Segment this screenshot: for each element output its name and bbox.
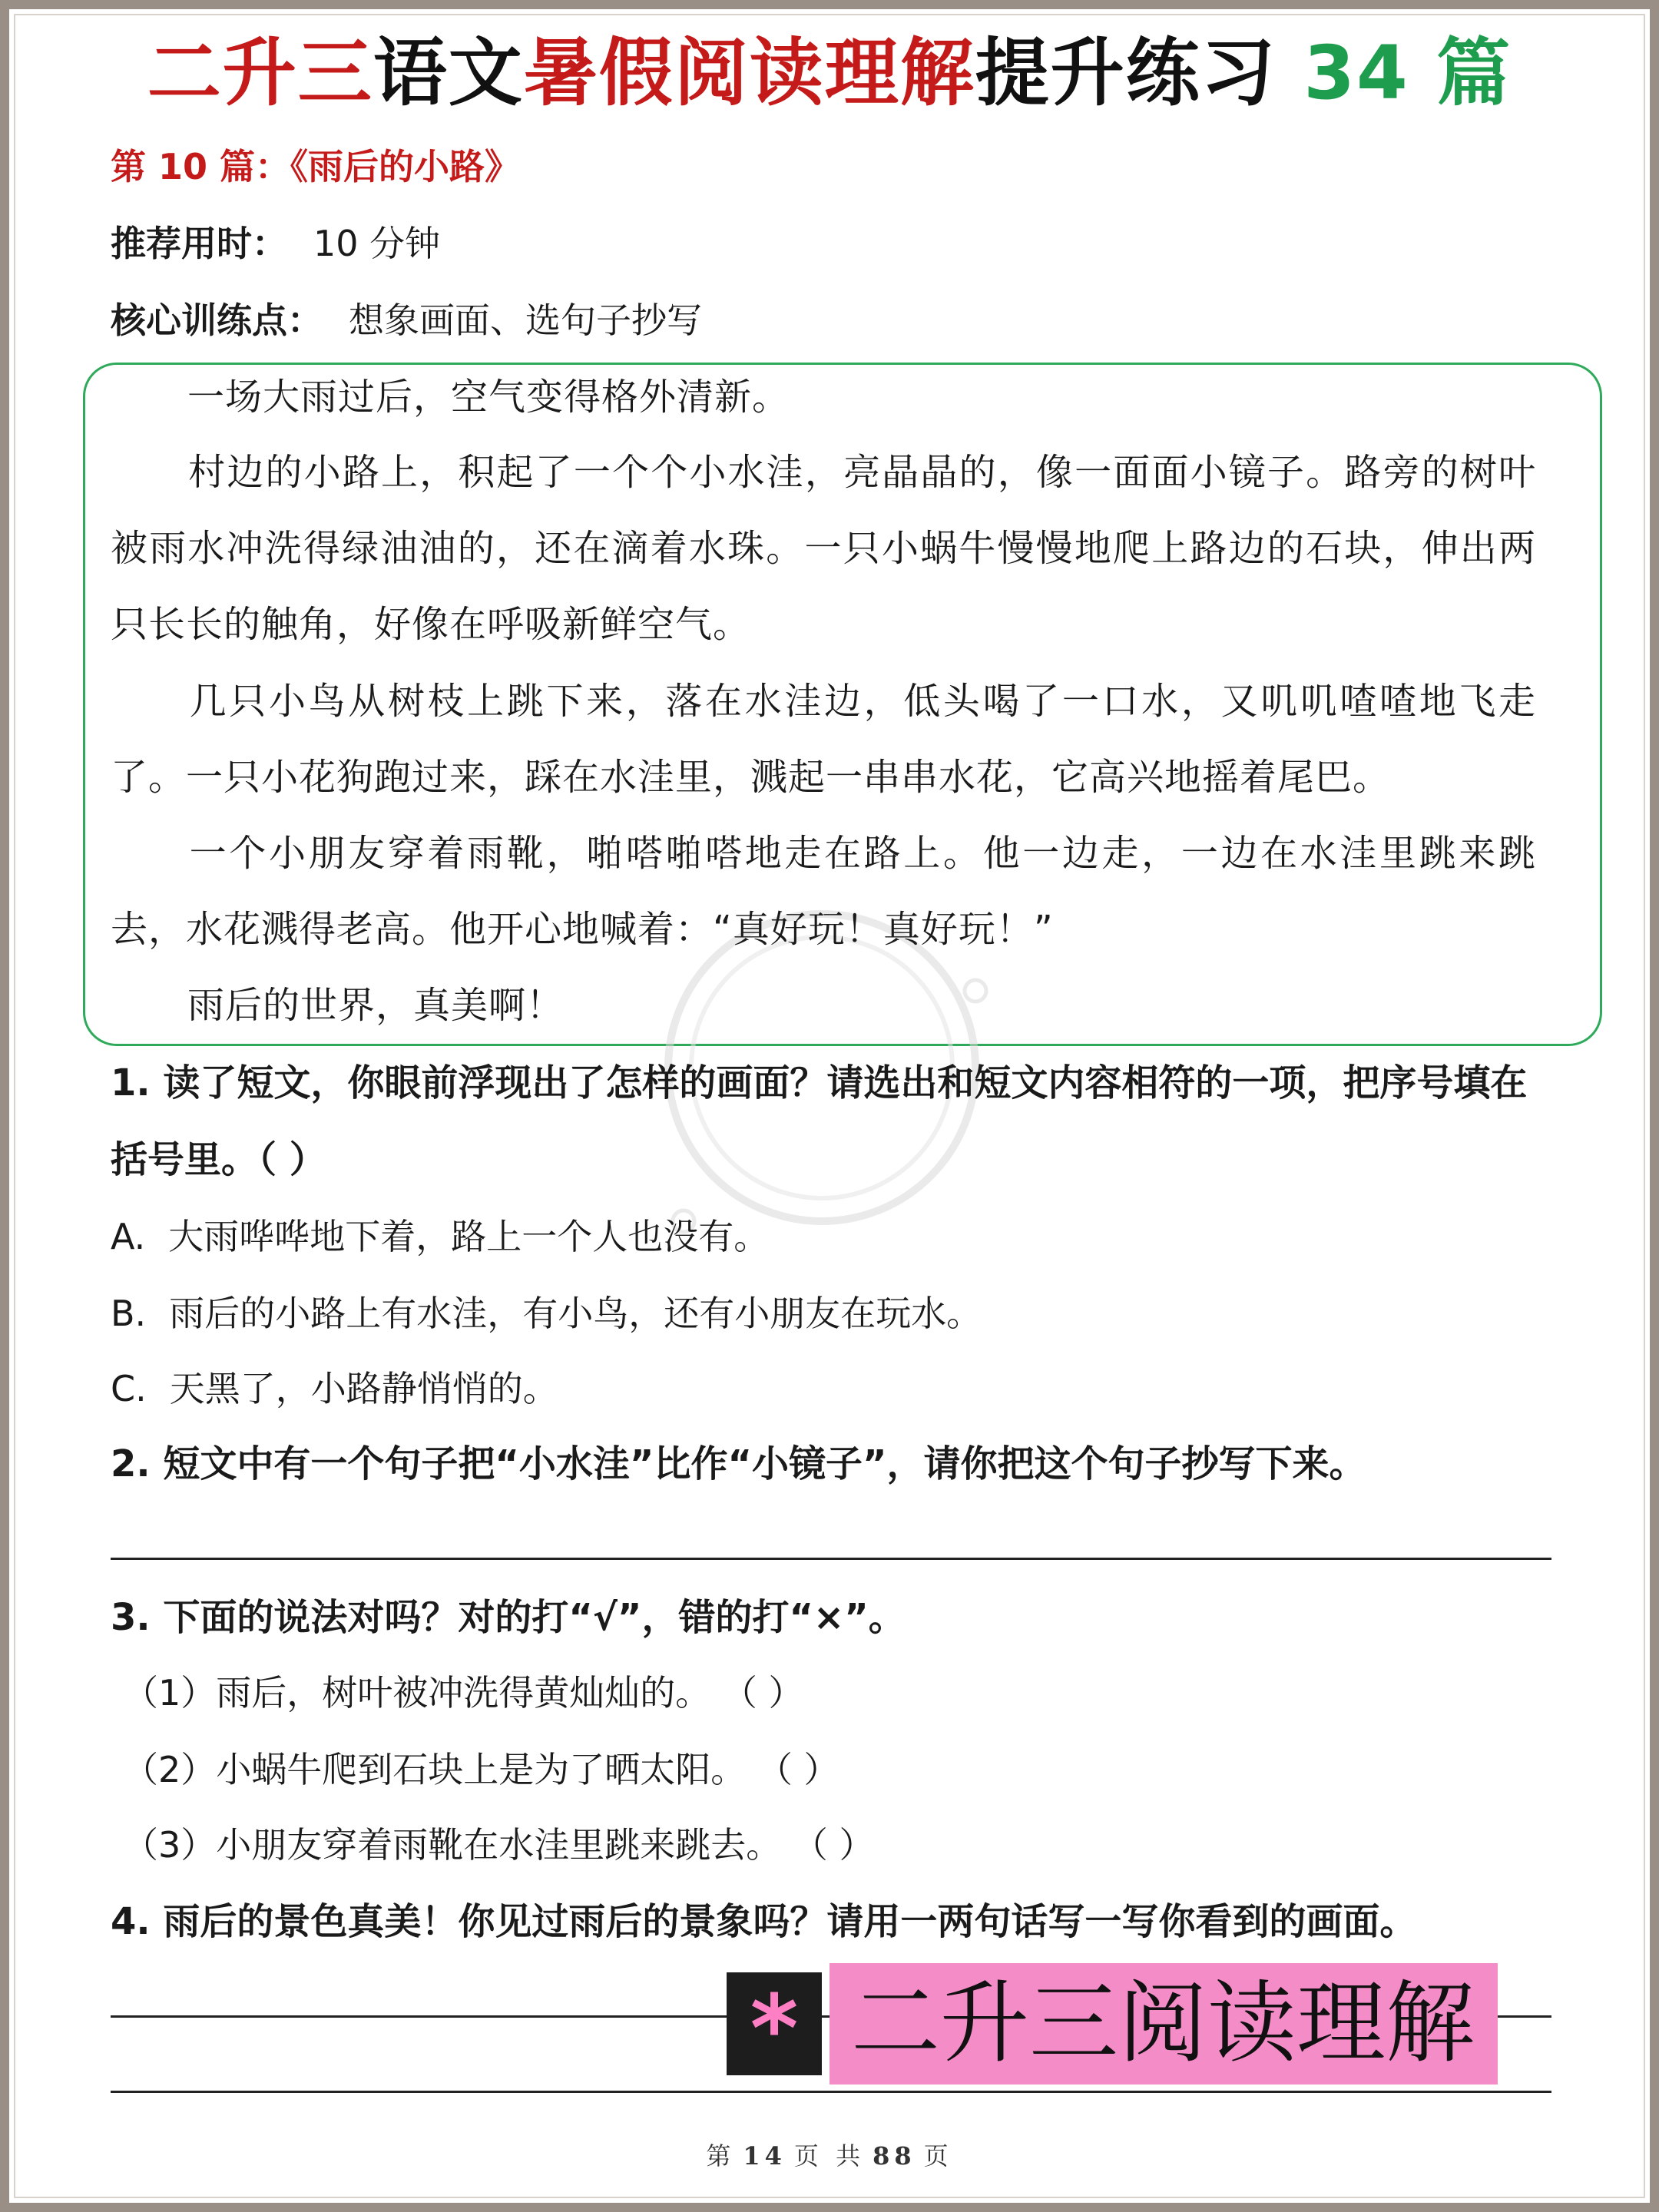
footer-suffix: 页 [923, 2141, 953, 2171]
question-3: 3. 下面的说法对吗？对的打“√”，错的打“×”。 [111, 1596, 906, 1639]
option-text: 天黑了，小路静悄悄的。 [169, 1368, 558, 1409]
answer-line[interactable] [111, 2091, 1551, 2093]
core-training-value: 想象画面、选句子抄写 [349, 300, 702, 341]
current-page-number: 14 [743, 2141, 786, 2171]
core-training-point [111, 296, 702, 345]
option-letter: A. [111, 1216, 146, 1257]
judgment-item-1: （1）雨后，树叶被冲洗得黄灿灿的。 （ ） [123, 1672, 804, 1714]
option-c [111, 1350, 558, 1427]
passage-paragraph: 一个小朋友穿着雨靴，啪嗒啪嗒地走在路上。他一边走，一边在水洼里跳来跳去，水花溅得老高。他开心地喊着：“真好玩！真好玩！” [111, 832, 1536, 951]
judgment-item-3: （3）小朋友穿着雨靴在水洼里跳来跳去。 （ ） [123, 1824, 875, 1866]
footer-prefix: 第 [706, 2141, 736, 2171]
series-banner [727, 1963, 1498, 2085]
title-part-subject: 语文 [373, 30, 524, 116]
banner-label: 二升三阅读理解 [830, 1963, 1498, 2085]
question-4: 4. 雨后的景色真美！你见过雨后的景象吗？请用一两句话写一写你看到的画面。 [111, 1900, 1417, 1943]
lesson-heading: 第 10 篇：《雨后的小路》 [111, 146, 521, 187]
option-letter: C. [111, 1368, 147, 1409]
answer-line[interactable] [111, 1558, 1551, 1560]
passage-paragraph: 几只小鸟从树枝上跳下来，落在水洼边，低头喝了一口水，又叽叽喳喳地飞走了。一只小花狗跑过来，踩在水洼里，溅起一串串水花，它高兴地摇着尾巴。 [111, 680, 1536, 799]
passage-paragraph: 村边的小路上，积起了一个个小水洼，亮晶晶的，像一面面小镜子。路旁的树叶被雨水冲洗得绿油油的，还在滴着水珠。一只小蜗牛慢慢地爬上路边的石块，伸出两只长长的触角，好像在呼吸新鲜空气。 [111, 451, 1536, 646]
total-page-number: 88 [873, 2141, 916, 2171]
page-footer [0, 2137, 1659, 2172]
title-part-count: 34 篇 [1303, 30, 1512, 116]
option-b [111, 1275, 982, 1352]
passage-paragraph: 雨后的世界，真美啊！ [187, 984, 565, 1027]
footer-middle: 页 共 [793, 2141, 866, 2171]
question-2: 2. 短文中有一个句子把“小水洼”比作“小镜子”，请你把这个句子抄写下来。 [111, 1442, 1366, 1485]
core-training-label: 核心训练点： [111, 300, 323, 341]
title-part-practice: 提升练习 [975, 30, 1277, 116]
asterisk-icon: * [727, 1972, 822, 2075]
judgment-item-2: （2）小蜗牛爬到石块上是为了晒太阳。 （ ） [123, 1749, 839, 1790]
passage-paragraph: 一场大雨过后，空气变得格外清新。 [187, 376, 790, 419]
recommended-time [111, 219, 440, 268]
title-part-grade: 二升三 [147, 30, 373, 116]
recommended-time-value: 10 分钟 [313, 223, 441, 264]
option-letter: B. [111, 1293, 147, 1334]
option-text: 雨后的小路上有水洼，有小鸟，还有小朋友在玩水。 [169, 1293, 982, 1334]
option-a [111, 1198, 769, 1275]
title-part-topic: 暑假阅读理解 [523, 30, 975, 116]
page-title [0, 23, 1659, 123]
option-text: 大雨哗哗地下着，路上一个人也没有。 [168, 1216, 770, 1257]
question-1: 1. 读了短文，你眼前浮现出了怎样的画面？请选出和短文内容相符的一项，把序号填在括号里。（ ） [111, 1061, 1528, 1181]
recommended-time-label: 推荐用时： [111, 223, 287, 264]
